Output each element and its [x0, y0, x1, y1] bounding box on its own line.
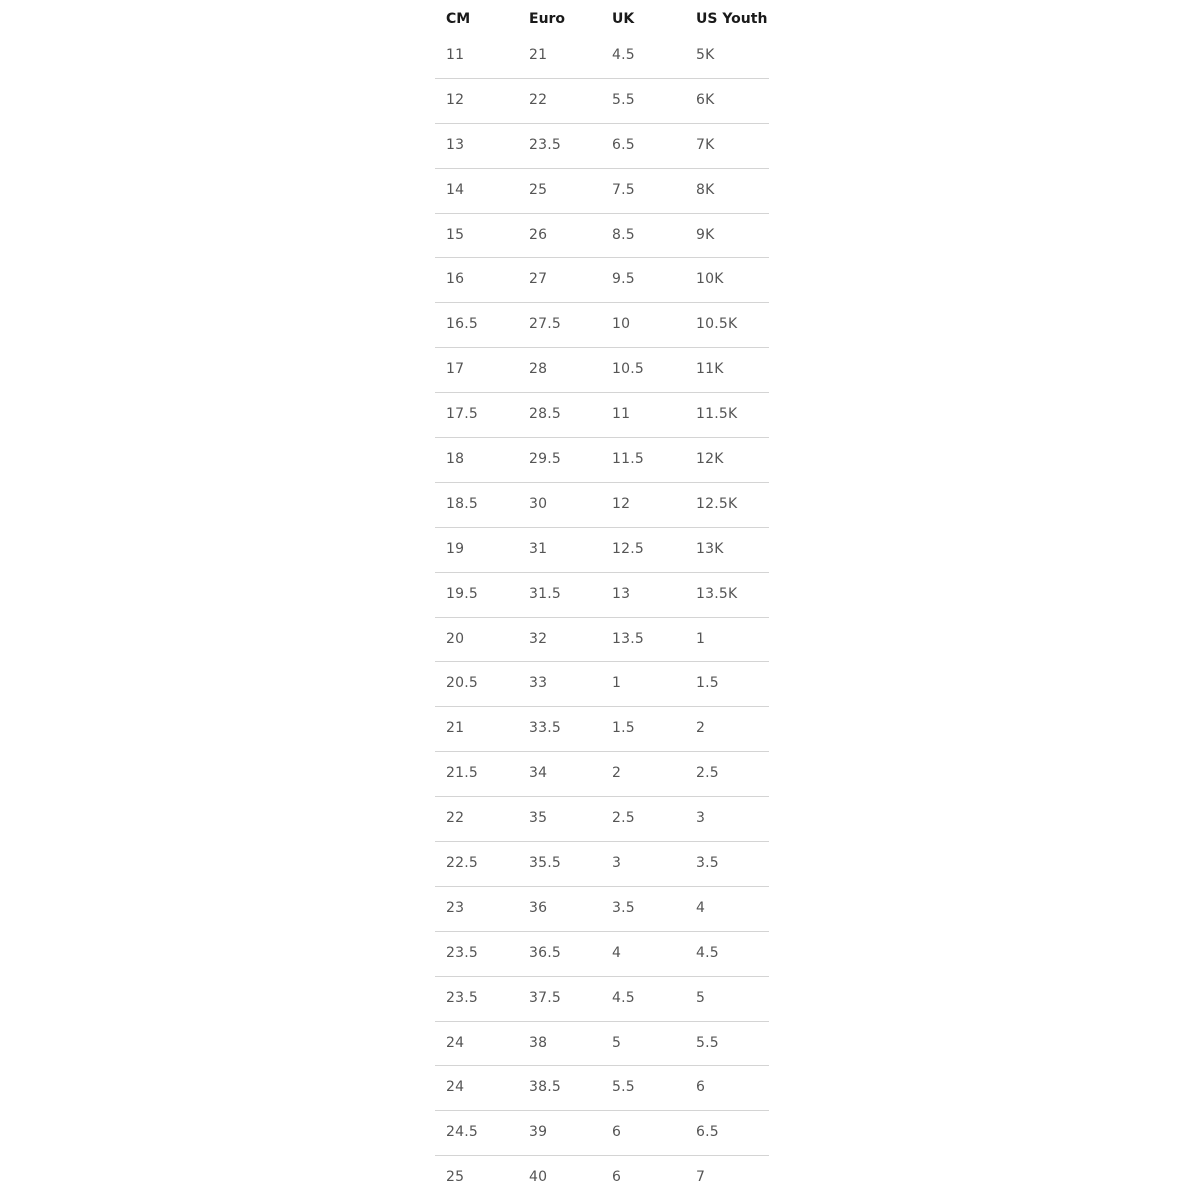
cell-cm: 17: [446, 361, 465, 378]
cell-uk: 7.5: [612, 181, 635, 198]
column-header-euro: Euro: [529, 11, 566, 27]
cell-us-youth: 11K: [696, 361, 724, 378]
cell-euro: 32: [529, 630, 548, 647]
table-row: [435, 842, 769, 887]
table-row: [435, 932, 769, 977]
table-row: [435, 707, 769, 752]
cell-cm: 12: [446, 91, 465, 108]
cell-cm: 16.5: [446, 316, 478, 333]
cell-euro: 39: [529, 1124, 548, 1141]
cell-us-youth: 1: [696, 630, 706, 647]
cell-euro: 38: [529, 1034, 548, 1051]
table-row: [435, 258, 769, 303]
cell-uk: 13: [612, 585, 631, 602]
table-row: [435, 124, 769, 169]
cell-uk: 9.5: [612, 271, 635, 288]
cell-uk: 13.5: [612, 630, 644, 647]
table-row: [435, 79, 769, 124]
cell-cm: 11: [446, 47, 465, 63]
cell-uk: 10.5: [612, 361, 644, 378]
cell-cm: 18.5: [446, 495, 478, 512]
cell-cm: 24.5: [446, 1124, 478, 1141]
cell-cm: 21.5: [446, 765, 478, 782]
cell-cm: 23.5: [446, 944, 478, 961]
table-row: [435, 303, 769, 348]
cell-cm: 20: [446, 630, 465, 647]
cell-us-youth: 12K: [696, 451, 724, 468]
cell-euro: 30: [529, 495, 548, 512]
table-row: [435, 438, 769, 483]
cell-euro: 40: [529, 1169, 548, 1186]
table-row: [435, 1022, 769, 1067]
table-row: [435, 887, 769, 932]
cell-us-youth: 2.5: [696, 765, 719, 782]
cell-euro: 27: [529, 271, 548, 288]
cell-cm: 13: [446, 136, 465, 153]
cell-uk: 12.5: [612, 540, 644, 557]
cell-uk: 2: [612, 765, 622, 782]
cell-us-youth: 4: [696, 899, 706, 916]
cell-us-youth: 5: [696, 989, 706, 1006]
cell-uk: 1: [612, 675, 622, 692]
cell-uk: 5.5: [612, 91, 635, 108]
table-row: [435, 1111, 769, 1156]
cell-uk: 12: [612, 495, 631, 512]
cell-cm: 16: [446, 271, 465, 288]
cell-cm: 14: [446, 181, 465, 198]
cell-us-youth: 1.5: [696, 675, 719, 692]
cell-cm: 22: [446, 810, 465, 827]
cell-cm: 18: [446, 451, 465, 468]
cell-us-youth: 2: [696, 720, 706, 737]
table-row: [435, 393, 769, 438]
table-row: [435, 528, 769, 573]
cell-cm: 19: [446, 540, 465, 557]
cell-euro: 21: [529, 47, 548, 63]
cell-euro: 36: [529, 899, 548, 916]
table-row: [435, 348, 769, 393]
cell-euro: 36.5: [529, 944, 561, 961]
cell-euro: 35.5: [529, 855, 561, 872]
table-row: [435, 977, 769, 1022]
table-row: [435, 169, 769, 214]
cell-euro: 29.5: [529, 451, 561, 468]
cell-euro: 33.5: [529, 720, 561, 737]
cell-us-youth: 3: [696, 810, 706, 827]
table-row: [435, 662, 769, 707]
table-row: [435, 573, 769, 618]
cell-uk: 3: [612, 855, 622, 872]
cell-uk: 4.5: [612, 47, 635, 63]
cell-euro: 25: [529, 181, 548, 198]
cell-euro: 22: [529, 91, 548, 108]
table-row: [435, 797, 769, 842]
cell-us-youth: 9K: [696, 226, 715, 243]
table-row: [435, 34, 769, 79]
cell-us-youth: 10.5K: [696, 316, 738, 333]
cell-uk: 11.5: [612, 451, 644, 468]
cell-uk: 4.5: [612, 989, 635, 1006]
cell-euro: 37.5: [529, 989, 561, 1006]
table-row: [435, 618, 769, 663]
cell-us-youth: 7K: [696, 136, 715, 153]
cell-cm: 25: [446, 1169, 465, 1186]
column-header-cm: CM: [446, 11, 471, 27]
table-row: [435, 1156, 769, 1201]
cell-us-youth: 5K: [696, 47, 715, 63]
cell-euro: 34: [529, 765, 548, 782]
column-header-us-youth: US Youth: [696, 11, 768, 27]
cell-us-youth: 3.5: [696, 855, 719, 872]
cell-cm: 23.5: [446, 989, 478, 1006]
cell-euro: 31.5: [529, 585, 561, 602]
table-row: [435, 752, 769, 797]
table-body: [435, 34, 769, 1201]
cell-cm: 20.5: [446, 675, 478, 692]
cell-cm: 22.5: [446, 855, 478, 872]
cell-euro: 27.5: [529, 316, 561, 333]
cell-euro: 38.5: [529, 1079, 561, 1096]
cell-euro: 23.5: [529, 136, 561, 153]
size-chart-table: [435, 0, 769, 1201]
cell-euro: 33: [529, 675, 548, 692]
cell-us-youth: 6.5: [696, 1124, 719, 1141]
cell-uk: 1.5: [612, 720, 635, 737]
cell-cm: 21: [446, 720, 465, 737]
cell-uk: 11: [612, 406, 631, 423]
cell-euro: 35: [529, 810, 548, 827]
cell-uk: 2.5: [612, 810, 635, 827]
cell-uk: 6: [612, 1169, 622, 1186]
cell-us-youth: 11.5K: [696, 406, 738, 423]
cell-uk: 8.5: [612, 226, 635, 243]
cell-cm: 23: [446, 899, 465, 916]
cell-uk: 6.5: [612, 136, 635, 153]
cell-us-youth: 6: [696, 1079, 706, 1096]
cell-euro: 26: [529, 226, 548, 243]
cell-us-youth: 6K: [696, 91, 715, 108]
table-row: [435, 483, 769, 528]
cell-euro: 28: [529, 361, 548, 378]
cell-cm: 17.5: [446, 406, 478, 423]
cell-us-youth: 7: [696, 1169, 706, 1186]
table-header-row: [435, 0, 769, 34]
cell-us-youth: 8K: [696, 181, 715, 198]
cell-us-youth: 5.5: [696, 1034, 719, 1051]
cell-cm: 15: [446, 226, 465, 243]
cell-uk: 4: [612, 944, 622, 961]
cell-us-youth: 13.5K: [696, 585, 738, 602]
cell-uk: 6: [612, 1124, 622, 1141]
cell-cm: 19.5: [446, 585, 478, 602]
cell-uk: 5: [612, 1034, 622, 1051]
cell-euro: 31: [529, 540, 548, 557]
cell-us-youth: 4.5: [696, 944, 719, 961]
column-header-uk: UK: [612, 11, 635, 27]
cell-us-youth: 10K: [696, 271, 724, 288]
cell-uk: 5.5: [612, 1079, 635, 1096]
cell-uk: 10: [612, 316, 631, 333]
cell-us-youth: 13K: [696, 540, 724, 557]
table-row: [435, 214, 769, 259]
cell-euro: 28.5: [529, 406, 561, 423]
cell-uk: 3.5: [612, 899, 635, 916]
table-row: [435, 1066, 769, 1111]
cell-cm: 24: [446, 1079, 465, 1096]
cell-cm: 24: [446, 1034, 465, 1051]
cell-us-youth: 12.5K: [696, 495, 738, 512]
